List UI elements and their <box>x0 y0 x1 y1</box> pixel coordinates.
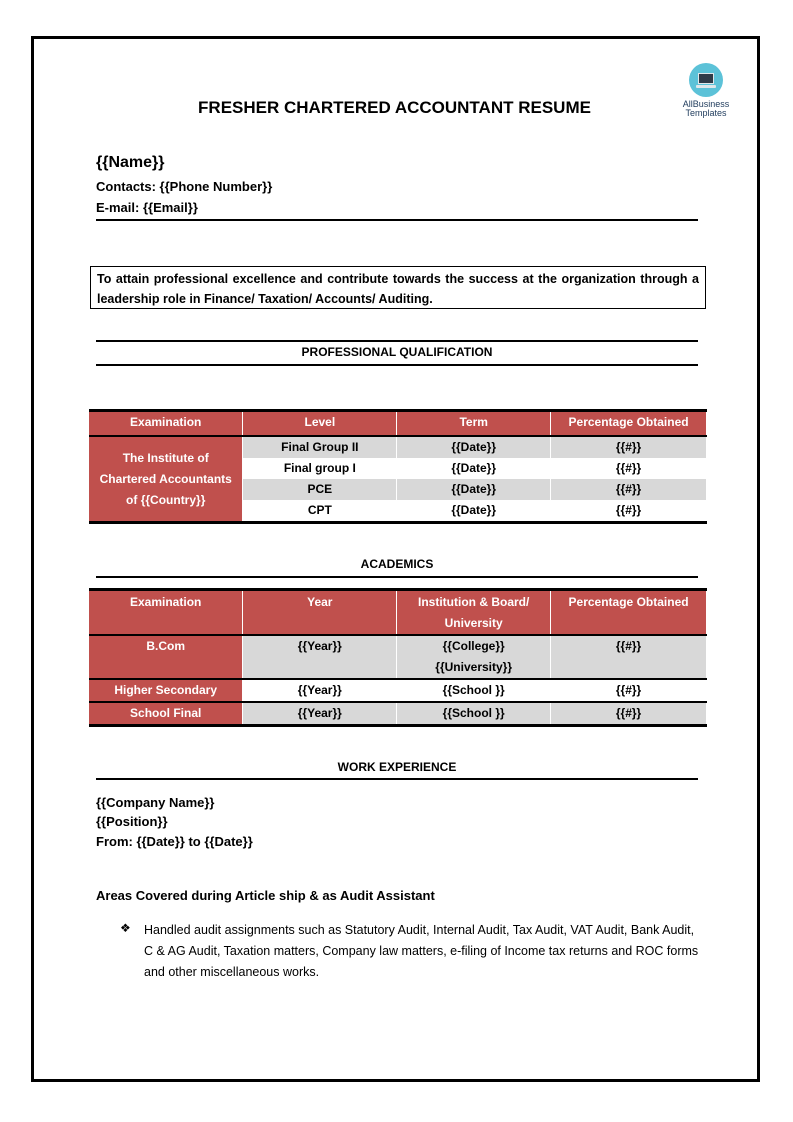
work-rule <box>96 778 698 780</box>
year-cell: {{Year}} <box>243 635 397 679</box>
qualification-rule-bottom <box>96 364 698 366</box>
diamond-bullet-icon: ❖ <box>120 921 131 935</box>
exam-cell: B.Com <box>89 635 243 679</box>
logo-text-line1: AllBusiness <box>682 99 730 109</box>
col-examination: Examination <box>89 590 243 636</box>
year-cell: {{Year}} <box>243 702 397 726</box>
bullet-item: Handled audit assignments such as Statutory Audit, Internal Audit, Tax Audit, VAT Audit, Bank Audit, C & AG Audit, Taxation matters, Company law matters, e-filing of Income tax returns and ROC forms and other miscellaneous works. <box>144 923 699 979</box>
qualification-table <box>89 409 707 524</box>
level-cell: PCE <box>243 479 397 500</box>
exam-cell: School Final <box>89 702 243 726</box>
col-examination: Examination <box>89 411 243 437</box>
term-cell: {{Date}} <box>397 479 551 500</box>
percentage-cell: {{#}} <box>551 702 707 726</box>
work-period: From: {{Date}} to {{Date}} <box>96 834 253 849</box>
year-cell: {{Year}} <box>243 679 397 702</box>
col-institution: Institution & Board/ University <box>397 590 551 636</box>
exam-cell: Higher Secondary <box>89 679 243 702</box>
percentage-cell: {{#}} <box>551 500 707 523</box>
academics-rule <box>96 576 698 578</box>
institution-cell: {{School }} <box>397 702 551 726</box>
level-cell: CPT <box>243 500 397 523</box>
academics-table <box>89 588 707 727</box>
academics-heading: ACADEMICS <box>360 557 434 571</box>
percentage-cell: {{#}} <box>551 635 707 679</box>
work-heading: WORK EXPERIENCE <box>337 760 457 774</box>
col-year: Year <box>243 590 397 636</box>
term-cell: {{Date}} <box>397 500 551 523</box>
objective-box: To attain professional excellence and contribute towards the success at the organization through a leadership role in Finance/ Taxation/ Accounts/ Auditing. <box>90 266 706 309</box>
header-divider <box>96 219 698 221</box>
institution-cell: {{School }} <box>397 679 551 702</box>
institution-cell <box>397 635 551 679</box>
laptop-icon <box>689 63 723 97</box>
page-title: FRESHER CHARTERED ACCOUNTANT RESUME <box>198 98 591 117</box>
contacts-line: Contacts: {{Phone Number}} <box>96 179 273 194</box>
areas-heading: Areas Covered during Article ship & as Audit Assistant <box>96 888 435 903</box>
percentage-cell: {{#}} <box>551 679 707 702</box>
col-level: Level <box>243 411 397 437</box>
level-cell: Final group I <box>243 458 397 479</box>
percentage-cell: {{#}} <box>551 458 707 479</box>
col-percentage: Percentage Obtained <box>551 590 707 636</box>
percentage-cell: {{#}} <box>551 436 707 458</box>
qualification-rule-top <box>96 340 698 342</box>
position: {{Position}} <box>96 814 168 829</box>
email-line: E-mail: {{Email}} <box>96 200 198 215</box>
qualification-heading: PROFESSIONAL QUALIFICATION <box>301 345 493 359</box>
level-cell: Final Group II <box>243 436 397 458</box>
col-percentage: Percentage Obtained <box>551 411 707 437</box>
candidate-name: {{Name}} <box>96 154 165 171</box>
term-cell: {{Date}} <box>397 436 551 458</box>
percentage-cell: {{#}} <box>551 479 707 500</box>
logo-text-line2: Templates <box>685 108 727 118</box>
institute-cell: The Institute of Chartered Accountants of {{Country}} <box>89 436 243 523</box>
term-cell: {{Date}} <box>397 458 551 479</box>
college-text: {{College}} <box>442 639 505 653</box>
university-text: {{University}} <box>435 660 513 674</box>
col-term: Term <box>397 411 551 437</box>
company-name: {{Company Name}} <box>96 795 215 810</box>
